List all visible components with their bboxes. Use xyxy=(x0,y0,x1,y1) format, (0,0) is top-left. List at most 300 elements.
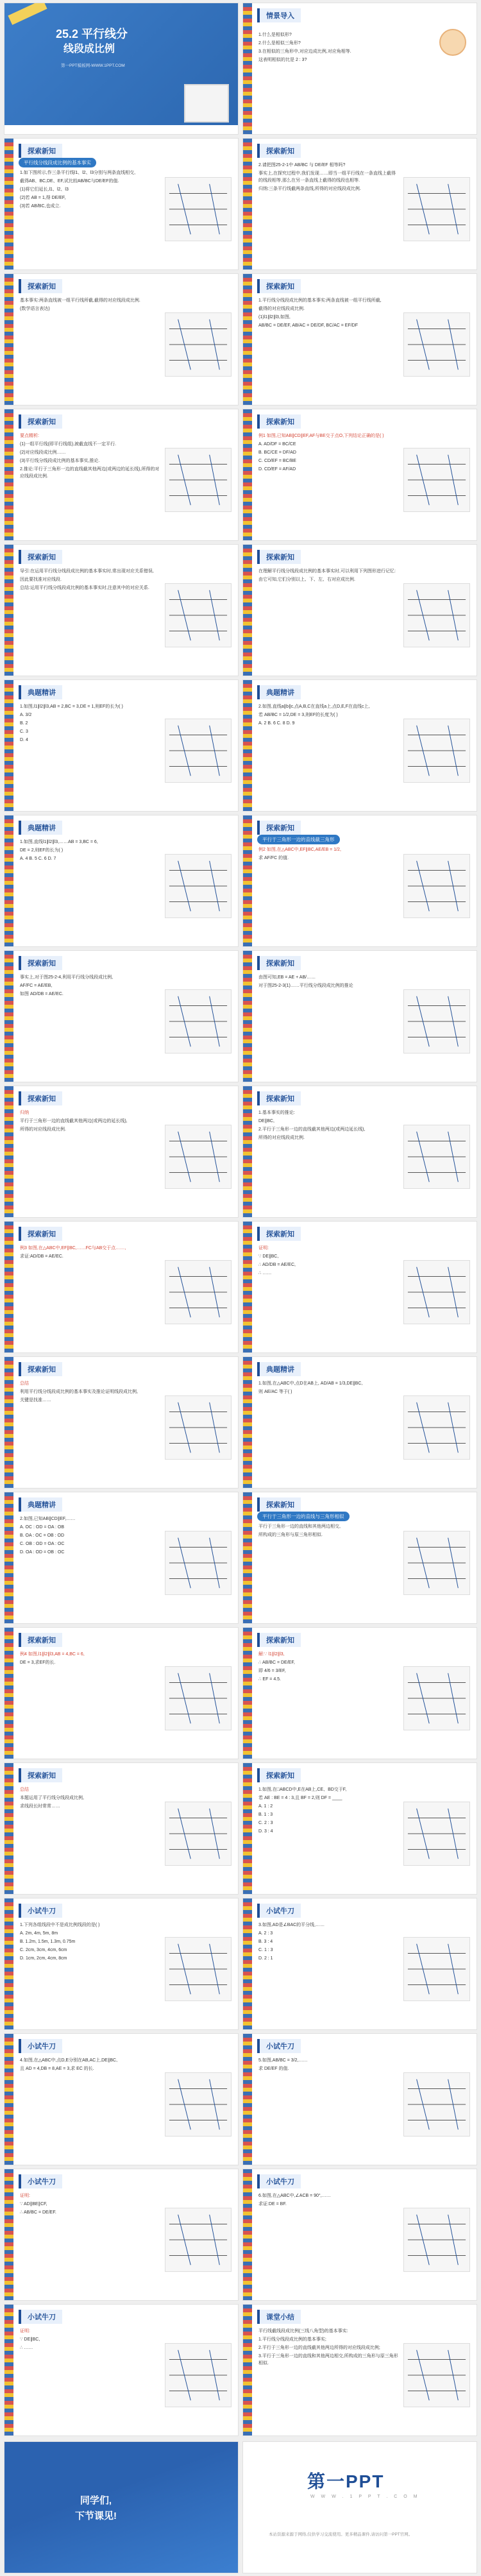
slide-strip xyxy=(243,680,252,811)
slide-body xyxy=(258,31,469,65)
slide-line: 要点精析: xyxy=(20,434,39,438)
slide-line: ∴ …… xyxy=(258,1271,272,1275)
content-slide[interactable] xyxy=(4,1627,239,1759)
slide-line: 平行于三角形一边的直线截其他两边(或两边的延长线), xyxy=(20,1119,128,1123)
slide-heading: 探索新知 xyxy=(19,1768,62,1782)
slide-line: 本题运用了平行线分线段成比例, xyxy=(20,1796,84,1800)
content-slide[interactable] xyxy=(242,815,477,947)
slide-line: 平行于三角形一边的直线和其他两边相交, xyxy=(258,1524,341,1529)
slide-strip xyxy=(243,139,252,269)
slide-line: 2.推论:平行于三角形一边的直线截其他两边(或两边的延长线),所得的对应线段成比例. xyxy=(20,467,160,479)
geometry-figure xyxy=(403,177,470,241)
geometry-figure xyxy=(403,1531,470,1595)
slide-line: ∵ DE∥BC, xyxy=(258,1254,279,1259)
slide-heading: 小试牛刀 xyxy=(257,1904,301,1918)
slide-line: A. OC : OD = OA : OB xyxy=(20,1525,65,1530)
slide-body xyxy=(20,2192,161,2217)
slide-line: B. 1 : 3 xyxy=(258,1813,273,1817)
content-slide[interactable] xyxy=(4,1762,239,1895)
slide-line: 1.如图,在△ABC中,点D在AB上, AD/AB = 1/3,DE∥BC, xyxy=(258,1381,363,1386)
geometry-figure xyxy=(165,2072,232,2137)
slide-heading: 探索新知 xyxy=(257,821,301,835)
slide-strip xyxy=(243,274,252,405)
slide-line: 在理解平行线分线段成比例的基本事实时,可以利用下列图形进行记忆: xyxy=(258,569,396,574)
slide-line: 求 AF/FC 的值. xyxy=(258,856,289,860)
slide-line: 因此要找准对应线段. xyxy=(20,577,62,582)
geometry-figure xyxy=(165,1260,232,1324)
geometry-figure xyxy=(165,854,232,918)
content-slide[interactable] xyxy=(4,138,239,270)
slide-strip xyxy=(243,2169,252,2300)
slide-line: 且 AD = 4,DB = 8,AE = 3,求 EC 的长. xyxy=(20,2067,94,2071)
ending-slide[interactable] xyxy=(4,2441,239,2573)
slide-line: ∴ AB/BC = DE/EF, xyxy=(258,1660,295,1665)
slide-strip xyxy=(243,3,252,134)
geometry-figure xyxy=(403,1395,470,1460)
slide-line: 证明: xyxy=(258,1246,269,1250)
intro-line: 2.什么是相似三角形? xyxy=(258,41,301,46)
slide-line: 即 4/6 = 3/EF, xyxy=(258,1669,286,1673)
slide-strip xyxy=(4,1628,13,1759)
slide-line: 3.平行于三角形一边的直线和其他两边相交,所构成的三角形与原三角形相似. xyxy=(258,2354,398,2366)
slide-line: B. 3 : 4 xyxy=(258,1940,273,1944)
content-slide[interactable] xyxy=(242,2033,477,2165)
slide-strip xyxy=(243,1492,252,1623)
slide-line: A. AD/DF = BC/CE xyxy=(258,442,296,447)
slide-line: D. CD/EF = AF/AD xyxy=(258,467,296,472)
cover-slide[interactable] xyxy=(4,3,239,135)
slide-line: 截得AB、BC,DE、EF,试比较AB/BC与DE/EF的值. xyxy=(20,179,119,183)
slide-line: 总结:运用平行线分线段成比例的基本事实时,注意其中的对应关系. xyxy=(20,586,149,590)
content-slide[interactable] xyxy=(4,1492,239,1624)
slide-line: A. 3/2 xyxy=(20,713,32,717)
slide-strip xyxy=(4,680,13,811)
slide-heading: 探索新知 xyxy=(19,1227,62,1241)
slide-strip xyxy=(4,2034,13,2165)
geometry-figure xyxy=(165,1937,232,2001)
content-slide[interactable] xyxy=(4,544,239,676)
content-slide[interactable] xyxy=(242,273,477,405)
slide-strip xyxy=(4,2305,13,2435)
content-slide[interactable] xyxy=(242,409,477,541)
slide-body xyxy=(258,1245,400,1278)
slide-line: 求线段长时常常…… xyxy=(20,1804,60,1809)
slide-body xyxy=(20,839,161,864)
slide-strip xyxy=(4,274,13,405)
geometry-figure xyxy=(165,1802,232,1866)
slide-subheading: 平行于三角形一边的直线与三角形相似 xyxy=(257,1512,350,1521)
content-slide[interactable] xyxy=(242,2169,477,2301)
geometry-figure xyxy=(403,583,470,647)
slide-heading: 探索新知 xyxy=(19,279,62,293)
slide-line: 例3 如图,在△ABC中,EF∥BC,……FC与AB交于点……, xyxy=(20,1246,126,1250)
slide-line: B. 1.2m, 1.5m, 1.3m, 0.75m xyxy=(20,1940,76,1944)
slide-heading: 探索新知 xyxy=(19,1362,62,1376)
geometry-figure xyxy=(165,177,232,241)
slide-line: (1)将它们延长,l1、l2、l3 xyxy=(20,187,69,192)
ruler-icon xyxy=(8,3,47,25)
slide-line: 所得的对应线段成比例. xyxy=(258,1136,305,1140)
slide-line: C. OB : OD = OA : OC xyxy=(20,1542,65,1546)
slide-line: (1)l1∥l2∥l3,如图, xyxy=(258,315,291,320)
slide-line: 1.基本事实的推论: xyxy=(258,1111,295,1115)
slide-body xyxy=(258,2192,400,2209)
slide-strip xyxy=(4,409,13,540)
slide-line: 求证:DE = BF. xyxy=(258,2202,287,2206)
slide-body xyxy=(258,2328,400,2368)
slide-line: 基本事实:两条直线被一组平行线所截,截得的对应线段成比例. xyxy=(20,298,140,303)
content-slide[interactable] xyxy=(242,1356,477,1488)
content-slide[interactable] xyxy=(242,679,477,812)
content-slide[interactable] xyxy=(242,544,477,676)
slide-line: ∴ EF = 4.5. xyxy=(258,1677,281,1682)
slide-line: 平行线截线段成比例(三线八角型)的基本事实: xyxy=(258,2329,348,2333)
content-slide[interactable] xyxy=(4,2304,239,2436)
geometry-figure xyxy=(165,1666,232,1730)
slide-strip xyxy=(243,2305,252,2435)
slide-body xyxy=(258,1651,400,1684)
slide-line: 关键是找准…… xyxy=(20,1398,51,1403)
brand-slide[interactable] xyxy=(242,2441,477,2573)
slide-line: 求 DE/EF 的值. xyxy=(258,2067,289,2071)
slide-strip xyxy=(243,1628,252,1759)
slide-line: 1.如图,直线l1∥l2∥l3,……AB = 3,BC = 6, xyxy=(20,840,98,844)
geometry-figure xyxy=(403,2072,470,2137)
slide-body xyxy=(20,1380,161,1405)
slide-line: A. 2m, 4m, 5m, 8m xyxy=(20,1931,58,1936)
cover-title: 25.2 平行线分 xyxy=(56,28,128,40)
slide-line: 如图 AD/DB = AE/EC. xyxy=(20,992,63,996)
slide-heading: 小试牛刀 xyxy=(257,2039,301,2053)
slide-line: DE∥BC, xyxy=(258,1119,274,1123)
slide-body xyxy=(20,2328,161,2353)
slide-strip xyxy=(243,1086,252,1217)
geometry-figure xyxy=(403,312,470,377)
slide-line: A. 2 : 3 xyxy=(258,1931,273,1936)
slide-line: D. 4 xyxy=(20,738,28,742)
slide-line: 归纳:三条平行线截两条直线,所得的对应线段成比例. xyxy=(258,187,361,191)
slide-line: 4.如图,在△ABC中,点D,E分别在AB,AC上,DE∥BC, xyxy=(20,2058,118,2063)
slide-heading: 探索新知 xyxy=(257,144,301,158)
geometry-figure xyxy=(403,1802,470,1866)
content-slide[interactable] xyxy=(242,2304,477,2436)
slide-line: 事实上,在探究过程中,我们发现……即当一组平行线在一条直线上截得的线段相等,那么在另一条直线上截得的线段也相等. xyxy=(258,171,396,183)
slide-body xyxy=(20,1515,161,1557)
geometry-figure xyxy=(165,989,232,1053)
geometry-figure xyxy=(403,719,470,783)
slide-strip xyxy=(4,1086,13,1217)
slide-line: ∴ …… xyxy=(20,2346,33,2350)
slide-heading: 探索新知 xyxy=(19,550,62,564)
content-slide[interactable] xyxy=(4,273,239,405)
slide-body xyxy=(258,568,400,584)
slide-line: 2.请把图25-2-1中 AB/BC 与 DE/EF 相等吗? xyxy=(258,163,346,167)
geometry-figure xyxy=(403,1937,470,2001)
brand-logo: 第一PPT xyxy=(307,2471,385,2491)
slide-heading: 课堂小结 xyxy=(257,2310,301,2324)
slide-body xyxy=(20,1651,161,1668)
slide-line: B. BC/CE = DF/AD xyxy=(258,450,296,455)
slide-heading: 探索新知 xyxy=(19,956,62,970)
content-slide[interactable] xyxy=(242,138,477,270)
slide-line: 1.平行线分线段成比例的基本事实; xyxy=(258,2337,326,2342)
slide-line: 2.如图,已知AB∥CD∥EF,…… xyxy=(20,1517,76,1521)
slide-body xyxy=(258,2057,400,2074)
geometry-figure xyxy=(403,2208,470,2272)
slide-line: 1.平行线分线段成比例的基本事实:两条直线被一组平行线所截, xyxy=(258,298,382,303)
slide-line: 6.如图,在△ABC中,∠ACB = 90°,…… xyxy=(258,2194,331,2198)
slide-line: ∴ AB/BC = DE/EF. xyxy=(20,2210,56,2215)
slide-body xyxy=(20,169,161,211)
slide-strip xyxy=(243,1898,252,2029)
content-slide[interactable] xyxy=(242,1898,477,2030)
slide-line: C. 2 : 3 xyxy=(258,1821,273,1825)
content-slide[interactable] xyxy=(4,1086,239,1218)
slide-line: AB/BC = DE/EF, AB/AC = DE/DF, BC/AC = EF/DF xyxy=(258,323,359,328)
content-slide[interactable] xyxy=(4,2169,239,2301)
geometry-figure xyxy=(165,2208,232,2272)
slide-strip xyxy=(243,951,252,1082)
slide-subheading: 平行线分线段成比例的基本事实 xyxy=(19,158,96,167)
slide-line: ∴ AD/DB = AE/EC, xyxy=(258,1263,296,1267)
slide-line: 1.如图,在□ABCD中,E在AB上,CE、BD交于F, xyxy=(258,1787,347,1792)
slide-line: D. 2 : 1 xyxy=(258,1956,273,1961)
content-slide[interactable] xyxy=(4,409,239,541)
slide-line: DE = 2,则EF的长为( ) xyxy=(20,848,63,853)
cover-subtitle: 线段成比例 xyxy=(63,44,115,55)
slide-strip xyxy=(243,815,252,946)
slide-body xyxy=(258,1380,400,1397)
slide-heading: 探索新知 xyxy=(19,144,62,158)
slide-strip xyxy=(4,545,13,676)
content-slide[interactable] xyxy=(242,950,477,1082)
slide-body xyxy=(258,1523,400,1540)
slide-line: 5.如图,AB/BC = 3/2,…… xyxy=(258,2058,308,2063)
slide-line: (1)一组平行线(即平行线组),被截直线不一定平行. xyxy=(20,442,117,447)
slide-heading: 小试牛刀 xyxy=(19,2039,62,2053)
slide-line: 对于图25-2-3(1)……平行线分线段成比例的推论 xyxy=(258,984,353,988)
geometry-figure xyxy=(403,989,470,1053)
slide-line: 1.如图,l1∥l2∥l3,AB = 2,BC = 3,DE = 1,则EF的长为( ) xyxy=(20,704,123,709)
slide-heading: 探索新知 xyxy=(19,1091,62,1105)
slide-line: D. 1cm, 2cm, 4cm, 8cm xyxy=(20,1956,67,1961)
slide-line: ∵ AD∥BE∥CF, xyxy=(20,2202,47,2206)
slide-line: D. OA : OD = OB : OC xyxy=(20,1550,65,1555)
slide-heading: 探索新知 xyxy=(257,1497,301,1512)
slide-line: 若 AB/BC = 1/2,DE = 3,则EF的长度为( ) xyxy=(258,713,338,717)
geometry-figure xyxy=(165,719,232,783)
slide-line: 1.如下图所示,作三条平行线l1、l2、l3分别与两条直线相交, xyxy=(20,171,136,175)
geometry-figure xyxy=(403,448,470,512)
slide-strip xyxy=(4,139,13,269)
slide-body xyxy=(20,703,161,745)
slide-strip xyxy=(4,951,13,1082)
slide-line: 例4 如图,l1∥l2∥l3,AB = 4,BC = 6, xyxy=(20,1652,85,1657)
slide-line: 截得的对应线段成比例. xyxy=(258,307,305,311)
slide-line: 总结 xyxy=(20,1787,29,1792)
slide-line: (2)若 AB = 1,得 DE/EF, xyxy=(20,196,66,200)
slide-strip xyxy=(4,815,13,946)
slide-line: 例2 如图,在△ABC中,EF∥BC,AE/EB = 1/2, xyxy=(258,848,341,852)
slide-body xyxy=(20,2057,161,2074)
content-slide[interactable] xyxy=(4,950,239,1082)
geometry-figure xyxy=(165,583,232,647)
slide-line: 所构成的三角形与原三角形相似. xyxy=(258,1533,323,1537)
slide-heading: 探索新知 xyxy=(257,414,301,429)
slide-line: 1.下列各组线段中不是成比例线段的是( ) xyxy=(20,1923,100,1927)
geometry-figure xyxy=(403,2343,470,2407)
intro-line: 3.在相似的三角形中,对应边成比例,对应角相等. xyxy=(258,49,351,54)
slide-line: 归纳 xyxy=(20,1111,29,1115)
slide-line: 解:∵ l1∥l2∥l3, xyxy=(258,1652,285,1657)
slide-line: 导引:在运用平行线分线段成比例的基本事实时,常出现对应关系错误, xyxy=(20,569,154,574)
intro-line: 1.什么是相似形? xyxy=(258,33,292,37)
slide-line: 利用平行线分线段成比例的基本事实及推论证明线段成比例, xyxy=(20,1390,138,1394)
slide-body xyxy=(258,1922,400,1963)
slide-body xyxy=(20,974,161,999)
content-slide[interactable] xyxy=(4,1898,239,2030)
slide-body xyxy=(258,297,400,330)
slide-heading: 典题精讲 xyxy=(19,685,62,699)
cover-bottom-bar xyxy=(4,125,238,134)
slide-line: 则 AE/AC 等于( ) xyxy=(258,1390,292,1394)
cover-footer: 第一PPT模板网-WWW.1PPT.COM xyxy=(61,64,125,68)
slide-line: ∵ DE∥BC, xyxy=(20,2337,40,2342)
slide-body xyxy=(20,297,161,314)
slide-line: C. 1 : 3 xyxy=(258,1948,273,1952)
slide-body xyxy=(258,703,400,728)
geometry-figure xyxy=(403,1125,470,1189)
geometry-figure xyxy=(165,2343,232,2407)
slide-strip xyxy=(243,545,252,676)
slide-line: A. 4 B. 5 C. 6 D. 7 xyxy=(20,857,56,861)
slide-heading: 探索新知 xyxy=(257,279,301,293)
slide-body xyxy=(20,1109,161,1134)
content-slide[interactable] xyxy=(4,679,239,812)
slide-heading: 小试牛刀 xyxy=(19,1904,62,1918)
content-slide[interactable] xyxy=(242,1492,477,1624)
geometry-figure xyxy=(165,448,232,512)
slide-heading: 探索新知 xyxy=(19,1633,62,1647)
ending-line-2: 下节课见! xyxy=(75,2511,117,2521)
slide-strip xyxy=(4,1357,13,1488)
slide-heading: 探索新知 xyxy=(257,1227,301,1241)
slide-strip xyxy=(243,1222,252,1352)
geometry-figure xyxy=(403,854,470,918)
content-slide[interactable] xyxy=(4,1221,239,1353)
slide-line: 总结 xyxy=(20,1381,29,1386)
slide-line: AF/FC = AE/EB, xyxy=(20,984,53,988)
content-slide[interactable] xyxy=(242,1221,477,1353)
slide-line: 2.平行于三角形一边的直线截其他两边(或两边延长线), xyxy=(258,1127,366,1132)
slide-body xyxy=(20,432,161,481)
slide-body xyxy=(258,162,400,194)
slide-line: B. OA : OC = OB : OD xyxy=(20,1533,65,1538)
student-icon xyxy=(439,29,466,56)
slide-heading: 探索新知 xyxy=(257,550,301,564)
slide-heading: 情景导入 xyxy=(257,8,301,22)
slide-strip xyxy=(243,409,252,540)
intro-slide[interactable] xyxy=(242,3,477,135)
slide-line: 由它可知,它们分别以上、下、左、右对应成比例. xyxy=(258,577,355,582)
content-slide[interactable] xyxy=(4,815,239,947)
slide-line: 证明: xyxy=(20,2194,30,2198)
slide-line: C. CD/EF = BC/BE xyxy=(258,459,296,463)
slide-line: A. 1 : 2 xyxy=(258,1804,273,1809)
ending-text xyxy=(75,2493,117,2524)
slide-body xyxy=(20,568,161,593)
slide-line: 求证:AD/DB = AE/EC. xyxy=(20,1254,63,1259)
slide-strip xyxy=(4,1222,13,1352)
content-slide[interactable] xyxy=(242,1627,477,1759)
slide-heading: 探索新知 xyxy=(257,1768,301,1782)
slide-line: B. 2 xyxy=(20,721,28,726)
slide-heading: 探索新知 xyxy=(257,1633,301,1647)
geometry-figure xyxy=(165,1125,232,1189)
slide-line: 2.如图,直线a∥b∥c,点A,B,C在直线a上,点D,E,F在直线c上, xyxy=(258,704,370,709)
slide-heading: 典题精讲 xyxy=(19,1497,62,1512)
geometry-figure xyxy=(403,1666,470,1730)
content-slide[interactable] xyxy=(242,1762,477,1895)
slide-strip xyxy=(4,1763,13,1894)
brand-info: 本站资源来源于网络,仅供学习交流使用。更多精品课件,请访问第一PPT官网。 xyxy=(269,2532,413,2537)
slide-body xyxy=(258,1109,400,1143)
content-slide[interactable] xyxy=(4,2033,239,2165)
slide-line: (数学语言表达) xyxy=(20,307,50,311)
slide-body xyxy=(258,974,400,991)
slide-heading: 典题精讲 xyxy=(19,821,62,835)
geometry-figure xyxy=(165,1531,232,1595)
slide-heading: 小试牛刀 xyxy=(19,2174,62,2188)
slide-strip xyxy=(4,2169,13,2300)
slide-body xyxy=(258,1786,400,1836)
intro-line: 这表明相似的比是 2 : 3? xyxy=(258,58,307,62)
slide-body xyxy=(20,1786,161,1811)
slide-line: 由图可知,EB = AE + AB/…… xyxy=(258,975,316,980)
slide-strip xyxy=(243,1763,252,1894)
slide-body xyxy=(258,846,400,863)
slide-heading: 典题精讲 xyxy=(257,1362,301,1376)
slide-line: C. 3 xyxy=(20,729,28,734)
slide-heading: 探索新知 xyxy=(19,414,62,429)
slide-line: D. 3 : 4 xyxy=(258,1829,273,1834)
slide-strip xyxy=(243,2034,252,2165)
ending-line-1: 同学们, xyxy=(80,2495,112,2506)
slide-line: 例1 如图,已知AB∥CD∥EF,AF与BE交于点O,下列结论正确的是( ) xyxy=(258,434,384,438)
slide-strip xyxy=(4,1898,13,2029)
content-slide[interactable] xyxy=(4,1356,239,1488)
slide-strip xyxy=(4,1492,13,1623)
slide-heading: 小试牛刀 xyxy=(19,2310,62,2324)
slide-strip xyxy=(243,1357,252,1488)
slide-line: (2)对应线段成比例…… xyxy=(20,450,66,455)
geometry-figure xyxy=(165,1395,232,1460)
slide-line: A. 2 B. 6 C. 8 D. 9 xyxy=(258,721,295,726)
slide-line: 2.平行于三角形一边的直线截其他两边所得的对应线段成比例; xyxy=(258,2346,380,2350)
slide-line: 若 AE : BE = 4 : 3,且 BF = 2,则 DF = ____ xyxy=(258,1796,342,1800)
slide-line: 所得的对应线段成比例. xyxy=(20,1127,66,1132)
geometry-figure xyxy=(165,312,232,377)
content-slide[interactable] xyxy=(242,1086,477,1218)
slide-line: DE = 3,求EF的长. xyxy=(20,1660,56,1665)
book-image xyxy=(184,84,229,123)
slide-heading: 探索新知 xyxy=(257,1091,301,1105)
brand-url: W W W . 1 P P T . C O M xyxy=(310,2495,420,2499)
slide-line: (3)平行线分线段成比例的基本事实,推论. xyxy=(20,459,100,463)
slide-body xyxy=(20,1245,161,1261)
slide-line: 3.如图,AD是∠BAC的平分线,…… xyxy=(258,1923,325,1927)
slide-subheading: 平行于三角形一边的直线截三角形 xyxy=(257,835,340,844)
